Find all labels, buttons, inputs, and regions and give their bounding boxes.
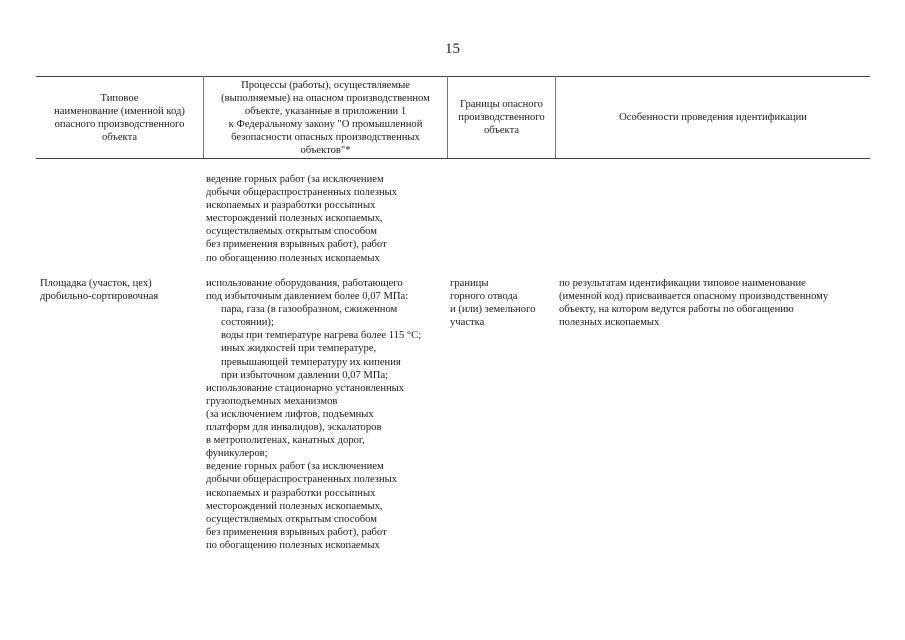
text-line: границы	[450, 278, 489, 289]
row-identification	[559, 277, 828, 329]
text-line: Типовое	[100, 92, 139, 104]
header-processes	[204, 77, 447, 158]
text-line: при избыточном давлении 0,07 МПа;	[221, 369, 389, 381]
text-line: Границы опасного	[460, 99, 543, 110]
header-lines	[458, 98, 544, 137]
text-line: к Федеральному закону "О промышленной	[228, 118, 423, 130]
text-line: (выполняемые) на опасном производственном	[221, 92, 430, 104]
header-bottom-rule	[36, 158, 870, 159]
page-number: 15	[445, 41, 460, 57]
text-line: воды при температуре нагрева более 115 °C;	[221, 330, 422, 342]
text-line: ископаемых и разработки россыпных	[206, 200, 376, 212]
text-line: под избыточным давлением более 0,07 МПа:	[206, 291, 409, 303]
text-line: месторождений полезных ископаемых,	[206, 500, 383, 512]
text-line: и (или) земельного	[450, 304, 536, 316]
text-line: грузоподъемных механизмов	[206, 395, 338, 407]
header-lines	[619, 111, 807, 124]
text-line: ведение горных работ (за исключением	[206, 174, 384, 185]
header-identification	[556, 77, 870, 158]
continuation-processes	[206, 173, 397, 265]
text-line: (за исключением лифтов, подъемных	[206, 408, 374, 420]
text-line: без применения взрывных работ), работ	[206, 239, 387, 251]
text-line: без применения взрывных работ), работ	[206, 526, 387, 538]
text-line: месторождений полезных ископаемых,	[206, 213, 383, 225]
text-line: объекта	[483, 125, 520, 136]
header-object-name	[36, 77, 203, 158]
text-line: добычи общераспространенных полезных	[206, 474, 398, 486]
text-line: ведение горных работ (за исключением	[206, 461, 384, 473]
text-line: использование стационарно установленных	[206, 382, 405, 394]
header-lines	[221, 79, 430, 157]
row-boundaries	[450, 277, 535, 329]
text-line: (именной код) присваивается опасному производственному	[559, 291, 829, 303]
text-line: добычи общераспространенных полезных	[206, 187, 398, 199]
text-line: опасного производственного	[54, 118, 185, 130]
text-line: безопасности опасных производственных	[231, 131, 420, 143]
header-boundaries	[448, 77, 555, 158]
text-line: горного отвода	[450, 291, 518, 303]
text-line: производственного	[458, 112, 545, 123]
text-line: Особенности проведения идентификации	[619, 112, 807, 123]
text-line: по обогащению полезных ископаемых	[206, 252, 380, 264]
text-line: иных жидкостей при температуре,	[221, 343, 377, 355]
text-line: Процессы (работы), осуществляемые	[241, 79, 410, 91]
text-line: объекта	[101, 131, 138, 143]
text-line: объекту, на котором ведутся работы по обогащению	[559, 304, 794, 316]
text-line: платформ для инвалидов), эскалаторов	[206, 422, 382, 434]
text-line: по результатам идентификации типовое наименование	[559, 278, 806, 289]
text-line: объектов"*	[300, 144, 351, 156]
text-line: использование оборудования, работающего	[206, 278, 403, 289]
text-line: полезных ископаемых	[559, 317, 660, 329]
text-line: пара, газа (в газообразном, сжиженном	[221, 304, 398, 316]
text-line: превышающей температуру их кипения	[221, 356, 401, 368]
text-line: наименование (именной код)	[54, 105, 185, 117]
text-line: дробильно-сортировочная	[40, 291, 159, 303]
text-line: осуществляемых открытым способом	[206, 226, 377, 238]
row-object-name	[40, 277, 158, 303]
row-processes	[206, 277, 421, 552]
text-line: по обогащению полезных ископаемых	[206, 539, 380, 551]
text-line: в метрополитенах, канатных дорог,	[206, 435, 365, 447]
text-line: объекте, указанные в приложении 1	[244, 105, 407, 117]
text-line: состоянии);	[221, 317, 274, 329]
text-line: ископаемых и разработки россыпных	[206, 487, 376, 499]
text-line: осуществляемых открытым способом	[206, 513, 377, 525]
text-line: Площадка (участок, цех)	[40, 278, 152, 289]
text-line: фуникулеров;	[206, 448, 268, 460]
text-line: участка	[450, 317, 485, 329]
header-lines	[54, 92, 185, 144]
